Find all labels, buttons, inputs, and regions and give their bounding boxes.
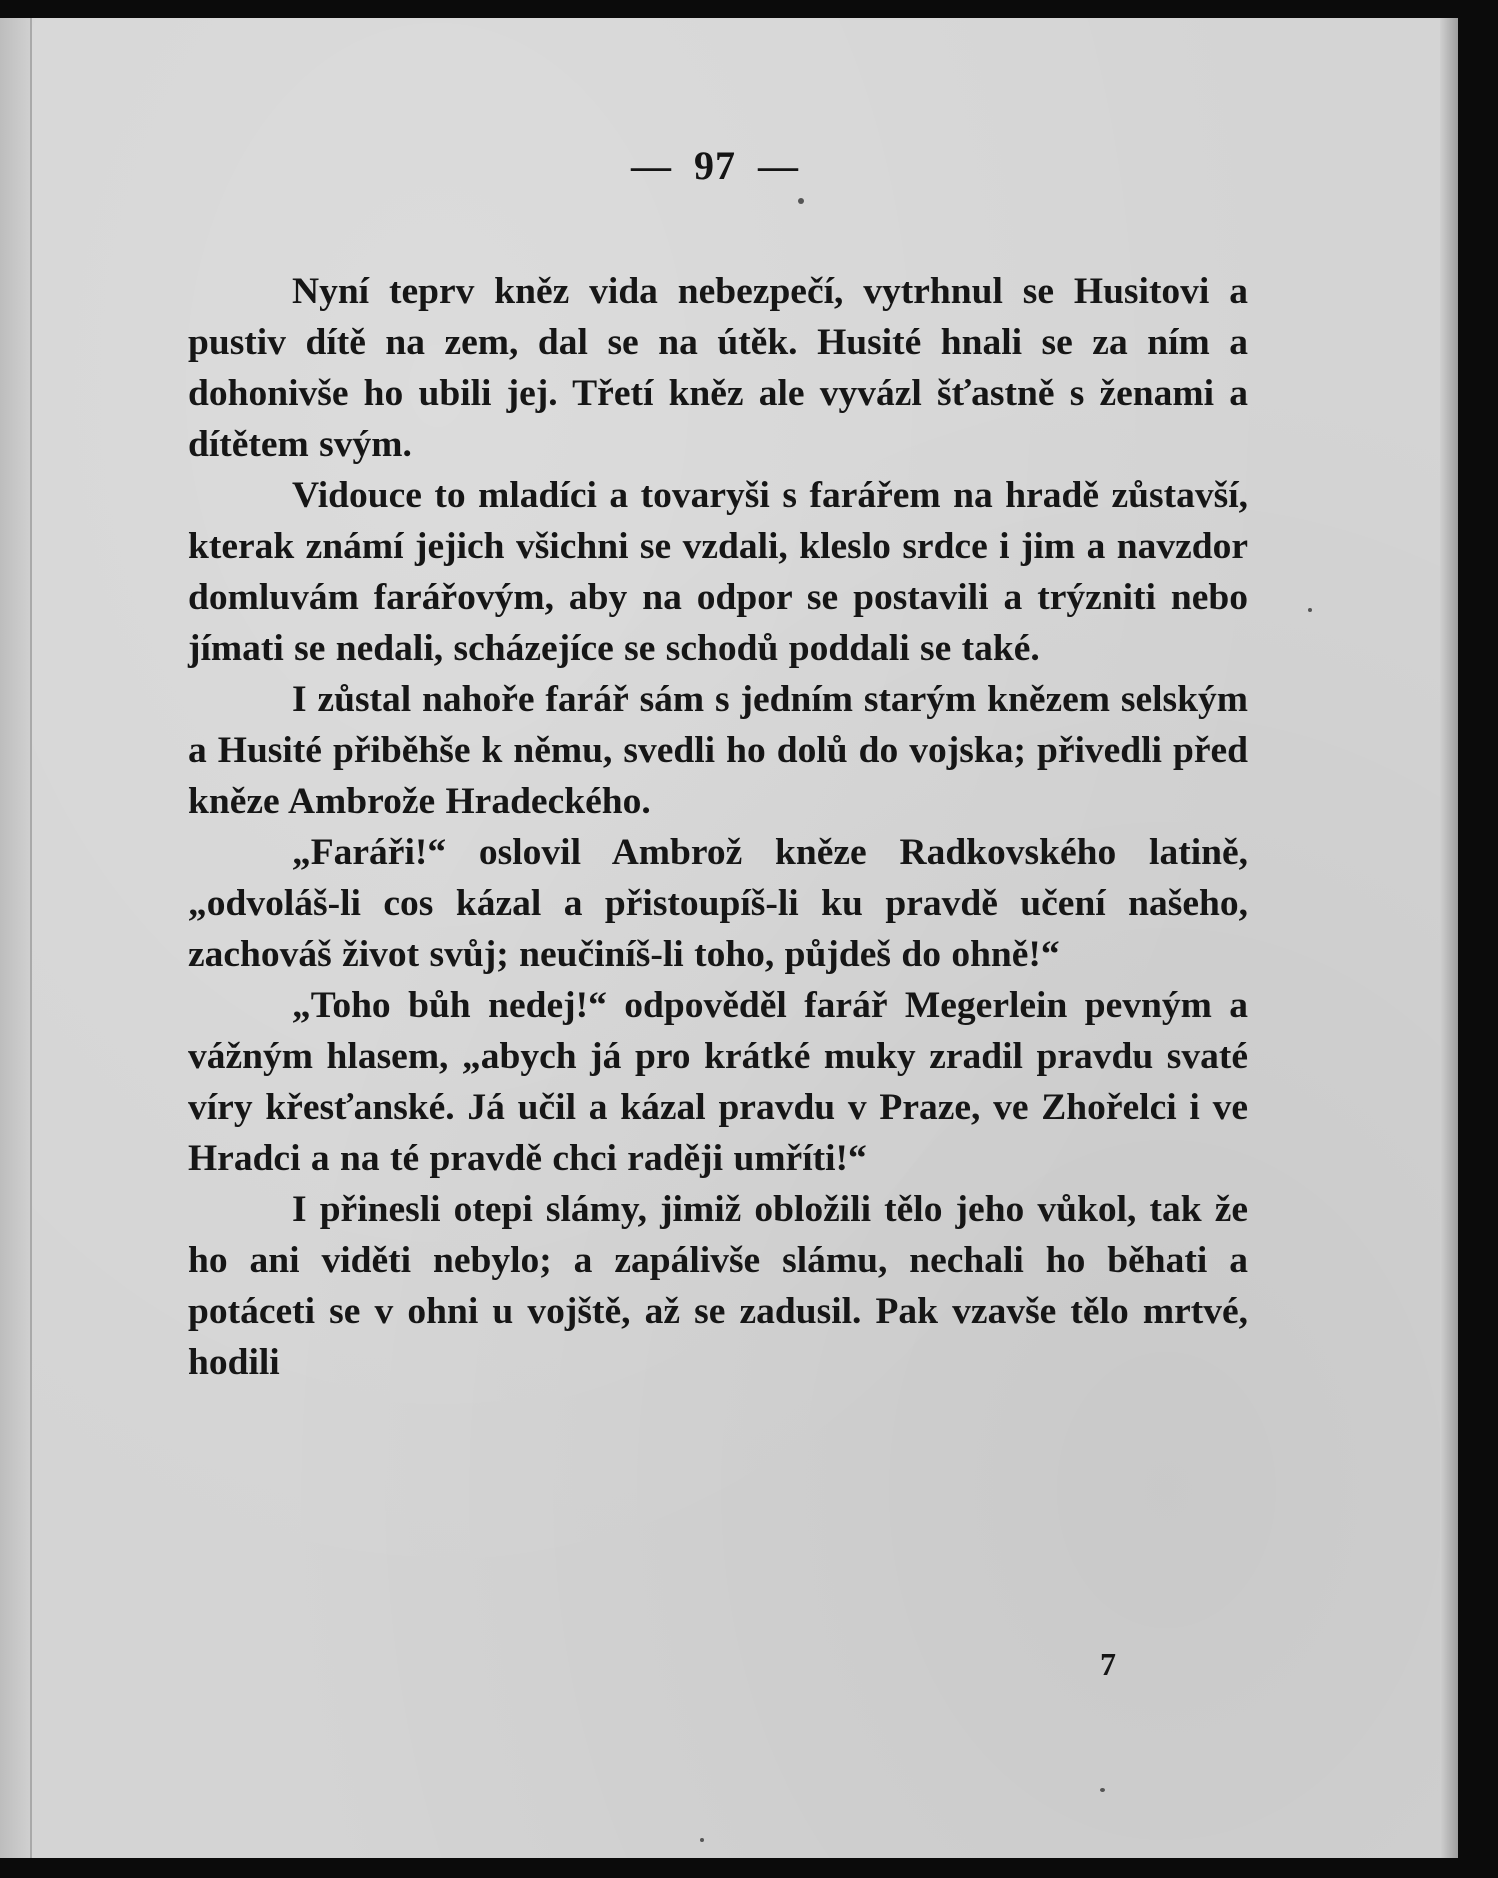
scan-speck (1308, 608, 1312, 612)
paragraph: I zůstal nahoře farář sám s jedním starým knězem selským a Husité přiběhše k němu, svedli ho dolů do vojska; přivedli před kněze Ambrože Hradeckého. (188, 679, 1248, 822)
paragraph: „Faráři!“ oslovil Ambrož kněze Radkovského latině, „odvoláš-li cos kázal a přistoupíš-li ku pravdě učení našeho, zachováš život svůj; neučiníš-li toho, půjdeš do ohně!“ (188, 832, 1248, 975)
paragraph: Vidouce to mladíci a tovaryši s farářem na hradě zůstavší, kterak známí jejich všichni se vzdali, kleslo srdce i jim a navzdor domluvám farářovým, aby na odpor se postavili a trýzniti nebo jímati se nedali, scházejíce se schodů poddali se také. (188, 475, 1248, 669)
body-text (188, 266, 1248, 1388)
book-page (0, 18, 1458, 1858)
scan-speck (1100, 1788, 1105, 1792)
page-number: 97 (694, 143, 736, 188)
header-dash-right: — (758, 143, 799, 188)
paragraph: Nyní teprv kněz vida nebezpečí, vytrhnul se Husitovi a pustiv dítě na zem, dal se na útěk. Husité hnali se za ním a dohonivše ho ubili jej. Třetí kněz ale vyvázl šťastně s ženami a dítětem svým. (188, 271, 1248, 465)
scan-speck (798, 198, 804, 204)
scan-speck (700, 1838, 704, 1842)
paragraph: I přinesli otepi slámy, jimiž obložili tělo jeho vůkol, tak že ho ani viděti nebylo; a zapálivše slámu, nechali ho běhati a potáceti se v ohni u vojště, až se zadusil. Pak vzavše tělo mrtvé, hodili (188, 1189, 1248, 1383)
signature-mark: 7 (1100, 1646, 1116, 1682)
paragraph: „Toho bůh nedej!“ odpověděl farář Megerlein pevným a vážným hlasem, „abych já pro krátké muky zradil pravdu svaté víry křesťanské. Já učil a kázal pravdu v Praze, ve Zhořelci i ve Hradci a na té pravdě chci raději umříti!“ (188, 985, 1248, 1179)
page-left-edge (0, 18, 32, 1858)
header-dash-left: — (631, 143, 672, 188)
page-right-edge (1440, 18, 1458, 1858)
page-header (0, 142, 1430, 189)
